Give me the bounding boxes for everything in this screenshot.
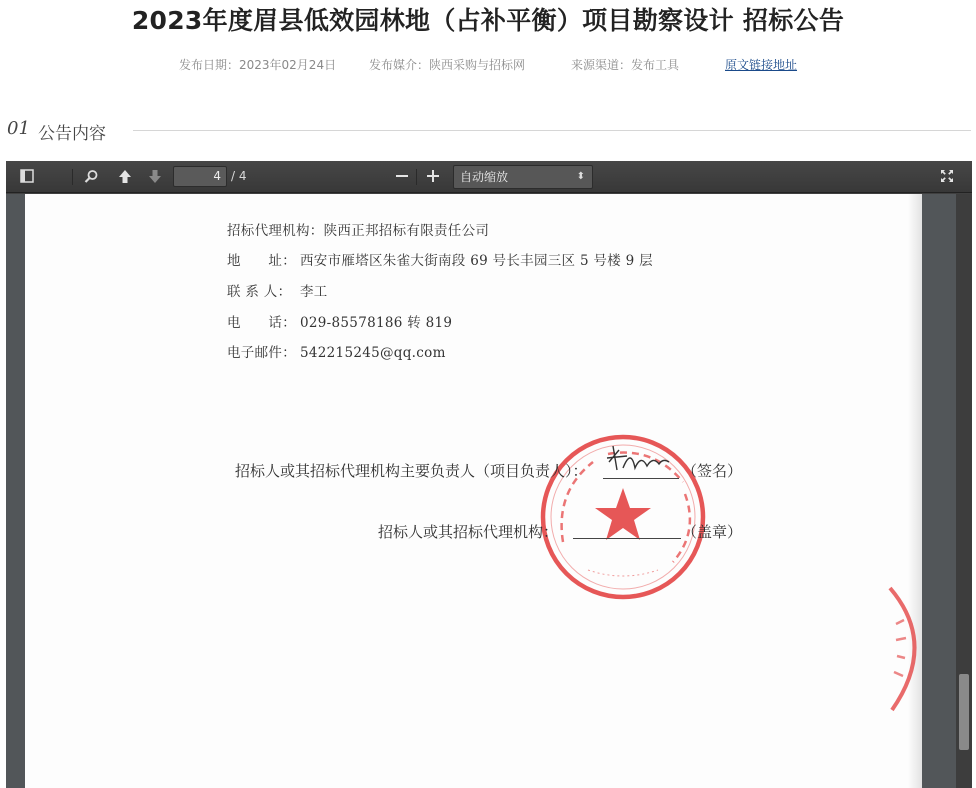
zoom-out-button[interactable] (391, 165, 413, 189)
agency-value: 陕西正邦招标有限责任公司 (323, 223, 490, 239)
agency-label: 招标代理机构： (227, 223, 324, 239)
contact-row (227, 280, 328, 300)
vertical-scrollbar[interactable] (956, 194, 972, 788)
address-value: 西安市雁塔区朱雀大街南段 69 号长丰园三区 5 号楼 9 层 (300, 253, 653, 269)
minus-icon (395, 169, 409, 183)
section-header (7, 118, 971, 142)
pdf-viewer (6, 161, 972, 788)
search-icon (84, 169, 99, 184)
publish-media: 发布媒介：陕西采购与招标网 (369, 58, 526, 72)
page-title: 2023年度眉县低效园林地（占补平衡）项目勘察设计 招标公告 (131, 6, 845, 35)
signature-underline (603, 478, 679, 479)
toolbar-divider (72, 169, 73, 185)
email-value: 542215245@qq.com (300, 345, 446, 361)
seal-line: 招标人或其招标代理机构： (378, 523, 559, 541)
email-row (227, 341, 446, 361)
find-button[interactable] (80, 165, 102, 189)
zoom-separator (416, 169, 417, 185)
seal-underline (573, 538, 681, 539)
contact-label: 联 系 人： (227, 284, 292, 300)
page-total: / 4 (231, 169, 247, 183)
fullscreen-button[interactable] (936, 165, 958, 189)
fullscreen-icon (940, 169, 954, 183)
phone-label: 电 话： (227, 315, 296, 331)
address-label: 地 址： (227, 253, 296, 269)
arrow-down-icon (148, 169, 162, 184)
source-link[interactable]: 原文链接地址 (725, 58, 798, 72)
section-divider (133, 130, 971, 131)
seal-note: （盖章） (682, 523, 743, 541)
handwritten-signature (603, 440, 673, 480)
phone-row (227, 311, 452, 331)
page-number-input[interactable]: 4 (173, 166, 227, 187)
publish-date: 发布日期：2023年02月24日 (179, 58, 337, 72)
sidebar-icon (20, 169, 34, 183)
scrollbar-thumb[interactable] (959, 674, 969, 750)
select-arrows-icon: ⬍ (576, 171, 585, 182)
document-page (25, 194, 922, 788)
signature-line: 招标人或其招标代理机构主要负责人（项目负责人）： (235, 462, 588, 480)
agency-row (227, 219, 489, 239)
contact-value: 李工 (300, 284, 328, 300)
pdf-toolbar (6, 161, 972, 193)
email-label: 电子邮件： (227, 345, 296, 361)
section-number: 01 (7, 118, 30, 139)
zoom-in-button[interactable] (422, 165, 444, 189)
partial-seal (870, 584, 922, 714)
source-channel: 来源渠道：发布工具 (571, 58, 680, 72)
sidebar-toggle-button[interactable] (16, 165, 38, 189)
previous-page-button[interactable] (114, 165, 136, 189)
section-title: 公告内容 (38, 124, 106, 144)
next-page-button[interactable] (144, 165, 166, 189)
address-row (227, 249, 653, 269)
arrow-up-icon (118, 169, 132, 184)
zoom-select[interactable] (453, 165, 593, 189)
phone-value: 029-85578186 转 819 (300, 315, 453, 331)
zoom-select-value: 自动缩放 (460, 170, 509, 184)
signature-note: （签名） (682, 462, 743, 480)
document-area (6, 194, 972, 788)
plus-icon (426, 169, 440, 183)
